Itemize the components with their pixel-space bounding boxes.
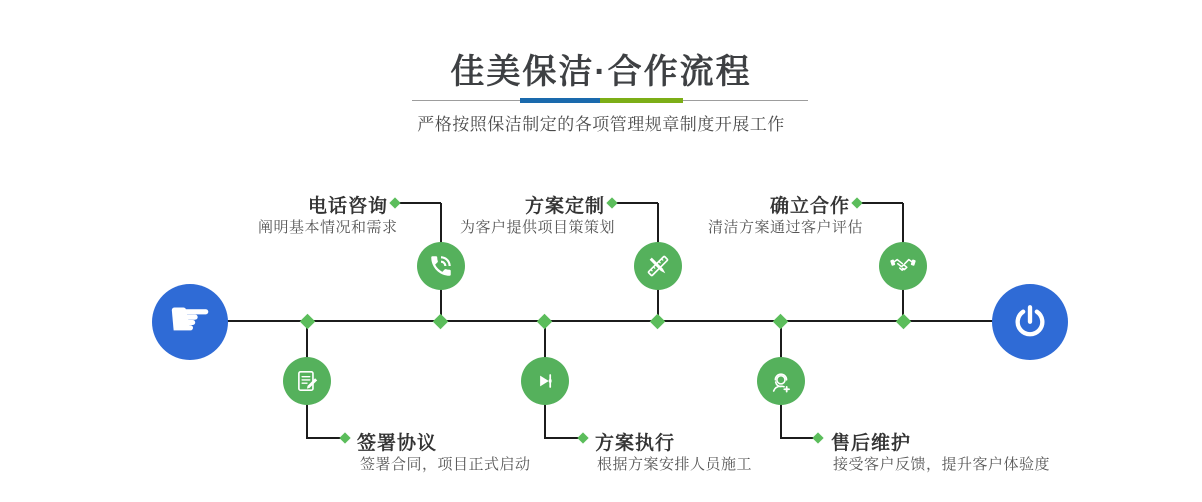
page-title: 佳美保洁·合作流程 <box>450 53 752 91</box>
label-diamond <box>577 432 588 443</box>
pencil-ruler-icon <box>645 253 671 279</box>
step-node-contract <box>283 357 331 405</box>
step-title: 签署协议 <box>357 433 438 454</box>
step-desc: 根据方案安排人员施工 <box>597 456 753 473</box>
connector-line <box>614 202 658 204</box>
flow-start-node <box>152 284 228 360</box>
handshake-icon <box>889 252 917 280</box>
step-title: 方案定制 <box>524 196 605 217</box>
divider-green-segment <box>600 98 683 103</box>
connector-line <box>859 202 903 204</box>
step-title: 确立合作 <box>769 196 850 217</box>
timeline-marker-diamond <box>896 313 912 329</box>
step-node-design <box>634 242 682 290</box>
step-desc: 为客户提供项目策策划 <box>460 219 616 236</box>
contract-icon <box>294 368 320 394</box>
label-diamond <box>851 197 862 208</box>
phone-icon <box>428 253 454 279</box>
step-title: 售后维护 <box>831 433 912 454</box>
flow-end-node <box>992 284 1068 360</box>
timeline-marker-diamond <box>300 313 316 329</box>
step-title: 电话咨询 <box>307 196 388 217</box>
timeline-marker-diamond <box>433 313 449 329</box>
label-diamond <box>606 197 617 208</box>
timeline-axis <box>200 320 1012 322</box>
page-subtitle: 严格按照保洁制定的各项管理规章制度开展工作 <box>417 115 785 134</box>
step-node-phone <box>417 242 465 290</box>
step-node-execute <box>521 357 569 405</box>
step-title: 方案执行 <box>595 433 676 454</box>
step-desc: 清洁方案通过客户评估 <box>708 219 864 236</box>
timeline-marker-diamond <box>650 313 666 329</box>
step-desc: 阐明基本情况和需求 <box>258 219 398 236</box>
step-node-aftersale <box>757 357 805 405</box>
power-icon <box>1010 302 1050 342</box>
title-divider <box>412 98 808 103</box>
headset-plus-icon <box>768 368 795 395</box>
label-diamond <box>389 197 400 208</box>
step-node-handshake <box>879 242 927 290</box>
timeline-marker-diamond <box>773 313 789 329</box>
label-diamond <box>812 432 823 443</box>
timeline-marker-diamond <box>537 313 553 329</box>
step-desc: 接受客户反馈，提升客户体验度 <box>833 456 1051 473</box>
play-slider-icon <box>532 368 558 394</box>
label-diamond <box>339 432 350 443</box>
pointing-hand-icon: ☛ <box>167 290 213 348</box>
step-desc: 签署合同，项目正式启动 <box>360 456 531 473</box>
connector-line <box>397 202 441 204</box>
divider-blue-segment <box>520 98 600 103</box>
